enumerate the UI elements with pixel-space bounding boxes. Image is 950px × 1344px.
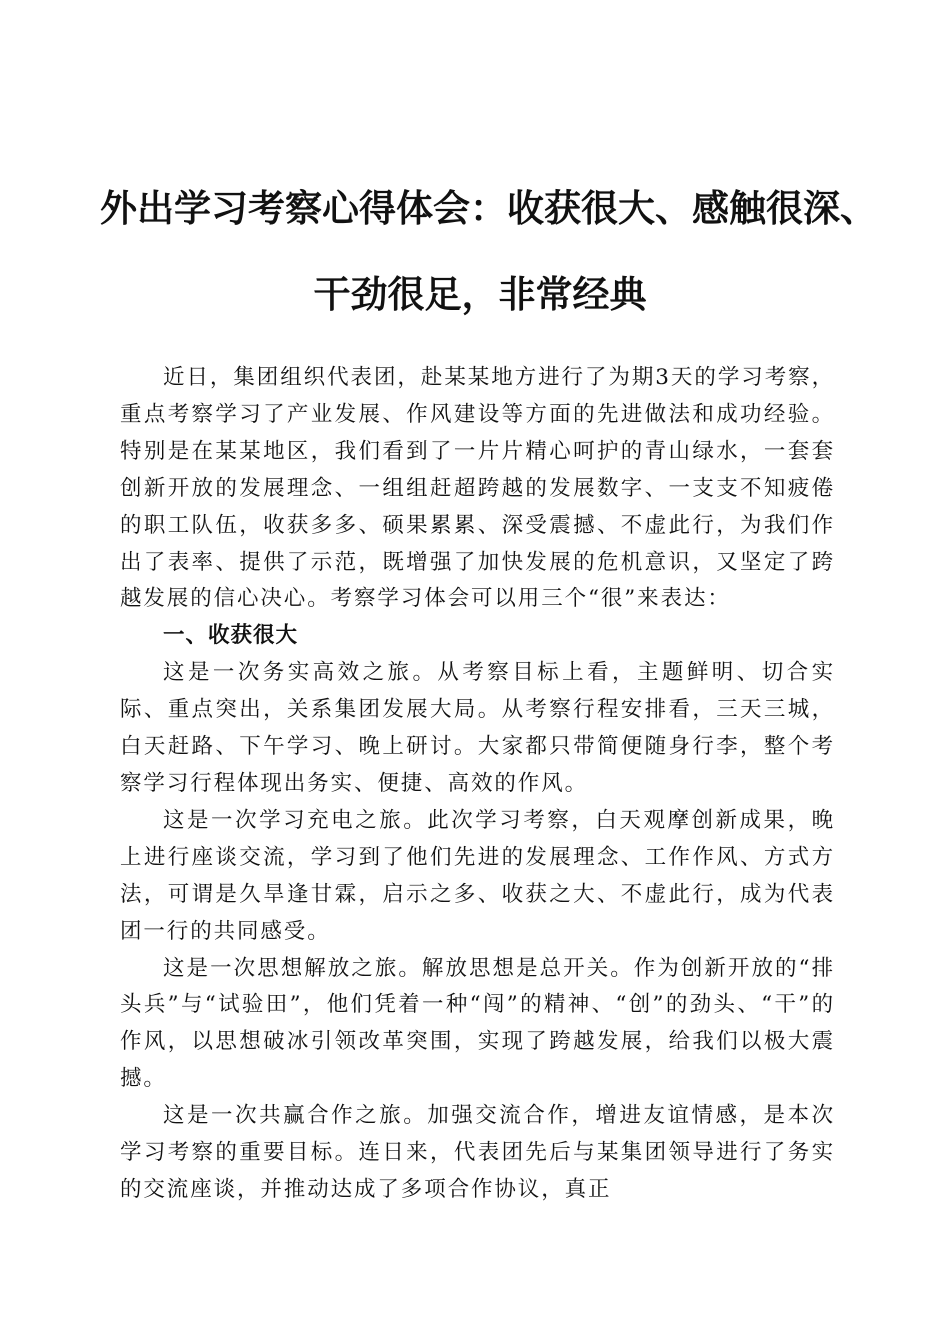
- intro-paragraph: 近日，集团组织代表团，赴某某地方进行了为期3天的学习考察，重点考察学习了产业发展、作风建设等方面的先进做法和成功经验。特别是在某某地区，我们看到了一片片精心呵护的青山绿水，一套套创新开放的发展理念、一组组赶超跨越的发展数字、一支支不知疲倦的职工队伍，收获多多、硕果累累、深受震撼、不虚此行，为我们作出了表率、提供了示范，既增强了加快发展的危机意识，又坚定了跨越发展的信心决心。考察学习体会可以用三个“很”来表达：: [120, 365, 835, 612]
- title-line-2: 干劲很足，非常经典: [313, 272, 647, 316]
- title-line-1: 外出学习考察心得体会：收获很大、感触很深、: [100, 186, 877, 230]
- section1-paragraph-3: 这是一次思想解放之旅。解放思想是总开关。作为创新开放的“排头兵”与“试验田”，他们凭着一种“闯”的精神、“创”的劲头、“干”的作风，以思想破冰引领改革突围，实现了跨越发展，给我们以极大震撼。: [120, 955, 835, 1092]
- document-body: [120, 360, 835, 1209]
- section1-paragraph-4: 这是一次共赢合作之旅。加强交流合作，增进友谊情感，是本次学习考察的重要目标。连日来，代表团先后与某集团领导进行了务实的交流座谈，并推动达成了多项合作协议，真正: [120, 1103, 835, 1202]
- section1-paragraph-1: 这是一次务实高效之旅。从考察目标上看，主题鲜明、切合实际、重点突出，关系集团发展大局。从考察行程安排看，三天三城，白天赶路、下午学习、晚上研讨。大家都只带简便随身行李，整个考察学习行程体现出务实、便捷、高效的作风。: [120, 660, 835, 796]
- section-heading-1: 一、收获很大: [163, 623, 299, 649]
- document-title: [100, 165, 877, 337]
- section1-paragraph-2: 这是一次学习充电之旅。此次学习考察，白天观摩创新成果，晚上进行座谈交流，学习到了他们先进的发展理念、工作作风、方式方法，可谓是久旱逢甘霖，启示之多、收获之大、不虚此行，成为代表团一行的共同感受。: [120, 807, 835, 944]
